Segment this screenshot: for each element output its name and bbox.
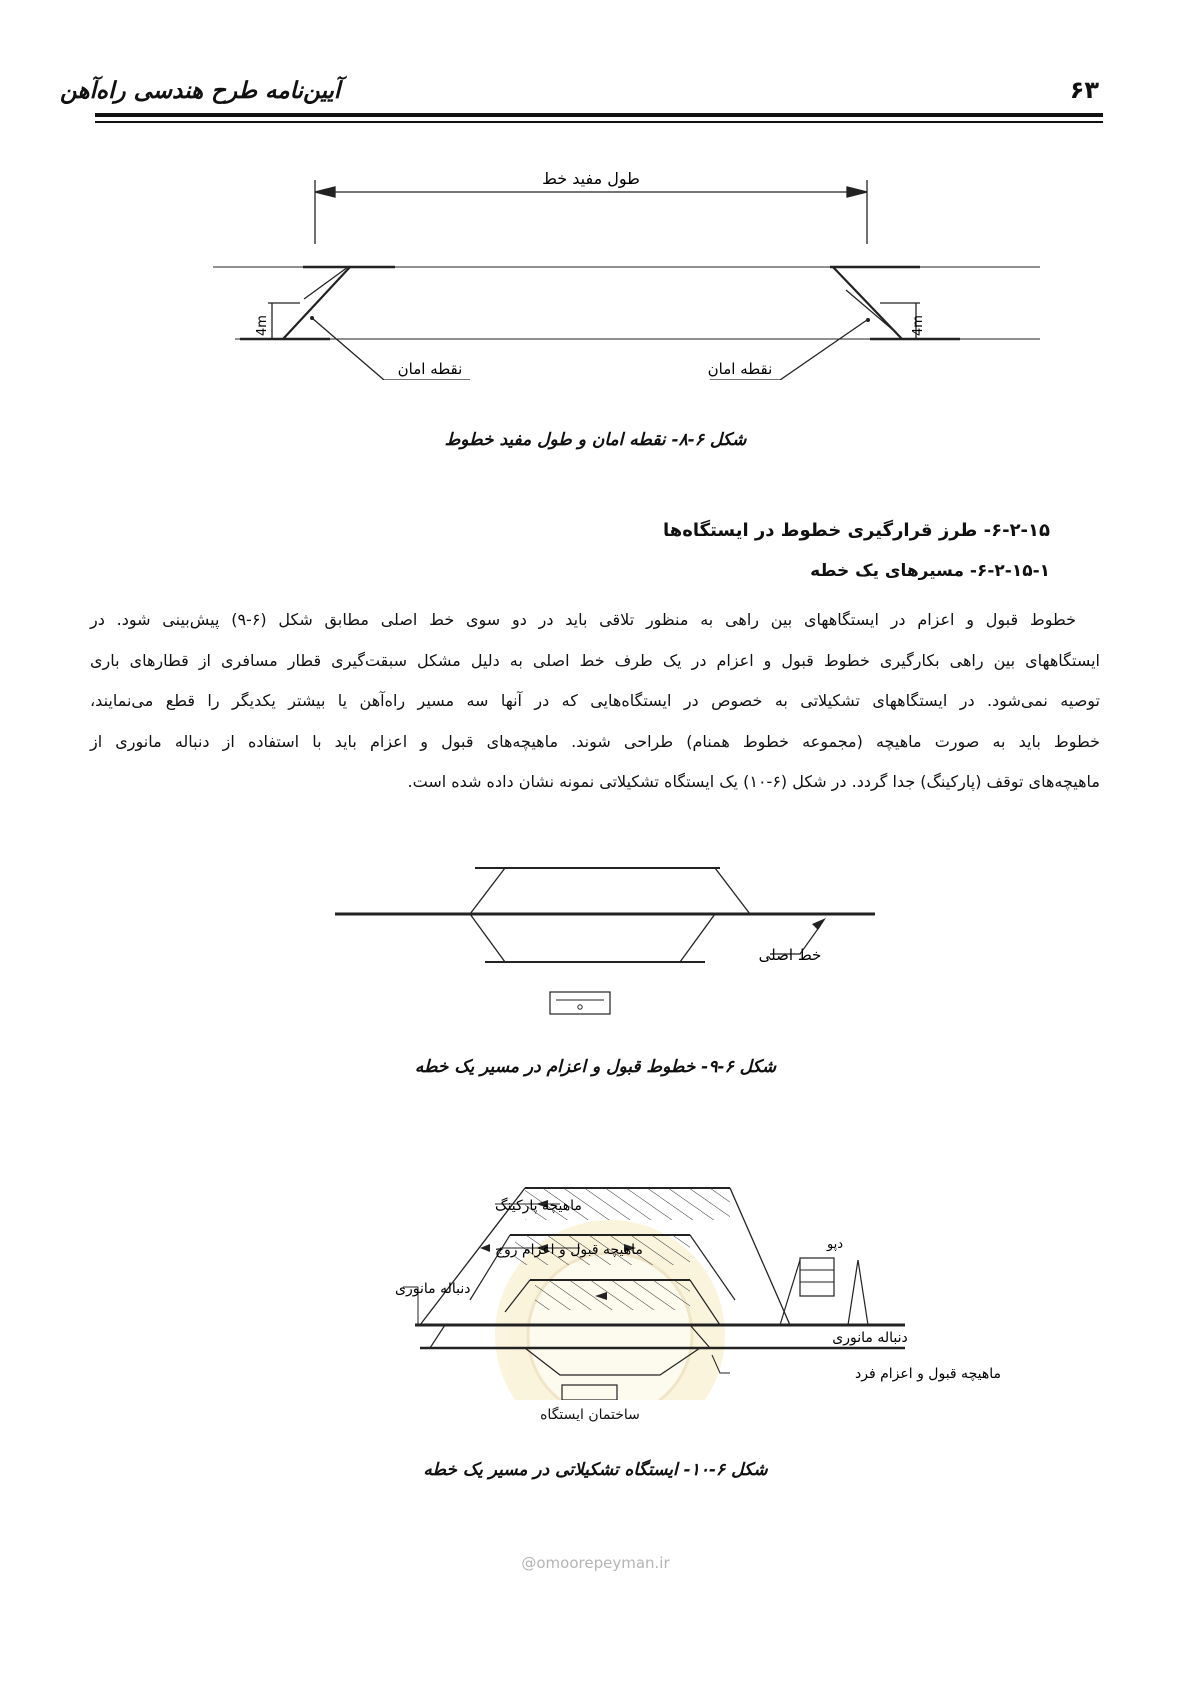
parking-yard-label: ماهیچه پارکینگ — [495, 1198, 582, 1214]
shunting-tail-right-label: دنباله مانوری — [832, 1330, 908, 1346]
header-rule-thick — [95, 113, 1103, 117]
subsection-heading: ۶-۲-۱۵-۱- مسیرهای یک خطه — [810, 561, 1050, 581]
useful-length-label: طول مفید خط — [542, 169, 640, 188]
paragraph-line: ماهیچه‌های توقف (پارکینگ) جدا گردد. در شکل (۶-۱۰) یک ایستگاه تشکیلاتی نمونه نشان داده شده است. — [407, 772, 1100, 791]
safety-point-left-label: نقطه امان — [397, 360, 463, 378]
safety-point-right-marker — [866, 318, 870, 322]
safety-point-right-label: نقطه امان — [707, 360, 773, 378]
paragraph-line: خطوط باید به صورت ماهیچه (مجموعه خطوط همنام) طراحی شوند. ماهیچه‌های قبول و اعزام باید با استفاده از دنباله مانوری از — [90, 731, 1100, 751]
header-rule-thin — [95, 121, 1103, 123]
figure-6-8-caption: شکل ۶-۸- نقطه امان و طول مفید خطوط — [444, 430, 747, 450]
offset-left-label: 4m — [255, 315, 270, 336]
section-heading: ۶-۲-۱۵- طرز قرارگیری خطوط در ایستگاه‌ها — [662, 520, 1050, 541]
shunting-tail-left-label: دنباله مانوری — [395, 1281, 471, 1297]
figure-6-10-diagram — [0, 1160, 1191, 1400]
station-building-label: ساختمان ایستگاه — [540, 1407, 640, 1423]
figure-6-10-caption: شکل ۶-۱۰- ایستگاه تشکیلاتی در مسیر یک خطه — [423, 1460, 768, 1480]
page-number: ۶۳ — [1069, 76, 1099, 104]
safety-point-left-marker — [310, 316, 314, 320]
figure-6-9-diagram — [0, 860, 1191, 1030]
main-line-label: خط اصلی — [758, 946, 822, 964]
watermark-site-text: @omoorepeyman.ir — [521, 1554, 670, 1572]
station-symbol-icon — [578, 1005, 582, 1009]
running-header-title: آیین‌نامه طرح هندسی راه‌آهن — [60, 78, 341, 104]
paragraph-line: ایستگاههای بین راهی بکارگیری خطوط قبول و اعزام در یک طرف خط اصلی به دلیل مشکل سبقت‌گیری قطار مسافری از قطارهای باری — [90, 650, 1100, 670]
depot-label: دپو — [826, 1237, 844, 1252]
figure-6-8-diagram — [0, 140, 1191, 380]
offset-right-label: 4m — [911, 315, 926, 336]
even-yard-label: ماهیچه قبول و اعزام زوج — [495, 1242, 643, 1258]
paragraph-line: توصیه نمی‌شود. در ایستگاههای تشکیلاتی به خصوص در ایستگاه‌هایی که در آنها سه مسیر راه‌آهن یا بیشتر یکدیگر را قطع می‌نمایند، — [90, 691, 1100, 710]
figure-6-9-caption: شکل ۶-۹- خطوط قبول و اعزام در مسیر یک خطه — [414, 1057, 777, 1077]
paragraph-line: خطوط قبول و اعزام در ایستگاههای بین راهی به منظور تلاقی باید در دو سوی خط اصلی مطابق شکل (۶-۹) پیش‌بینی شود. در — [90, 610, 1076, 629]
body-paragraph — [90, 600, 1100, 803]
odd-yard-label: ماهیچه قبول و اعزام فرد — [855, 1366, 1001, 1382]
